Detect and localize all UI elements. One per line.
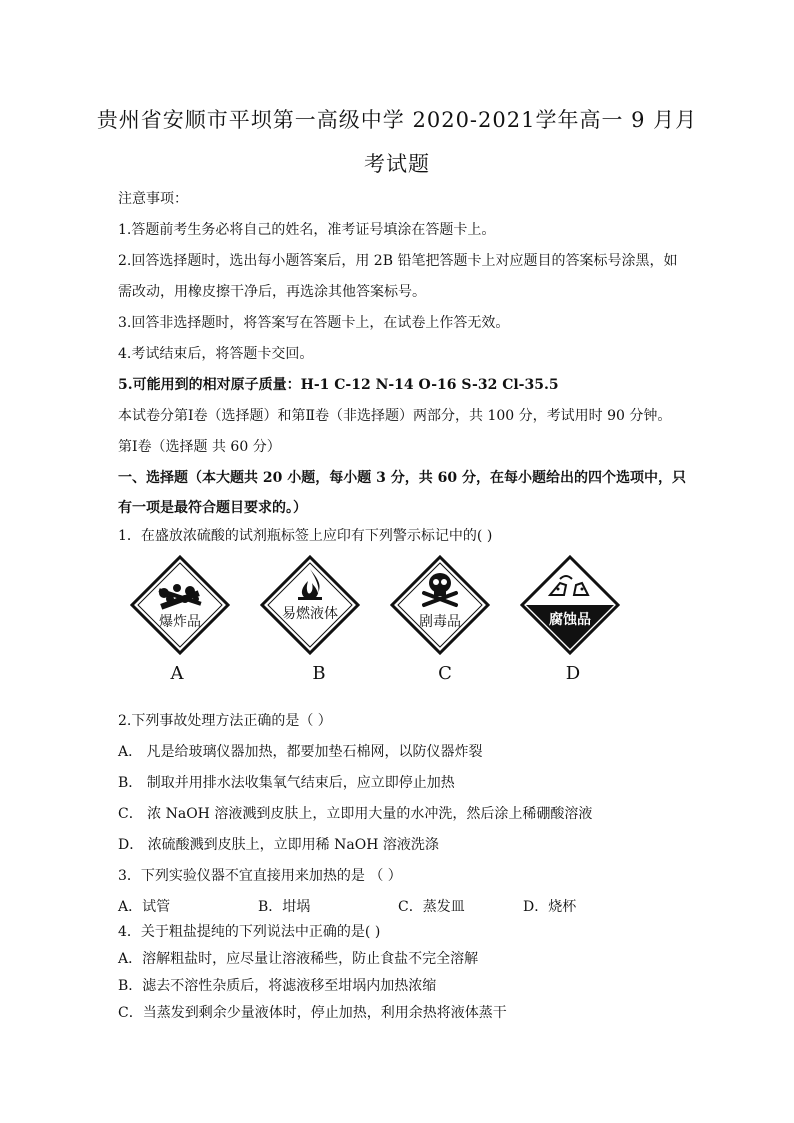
sign-c-letter: C xyxy=(438,663,452,684)
notice-item-2a: 2.回答选择题时，选出每小题答案后，用 2B 铅笔把答题卡上对应题目的答案标号涂黑，如 xyxy=(118,253,678,269)
sign-d-letter: D xyxy=(565,663,581,684)
q3-stem: 3．下列实验仪器不宜直接用来加热的是 （ ） xyxy=(118,868,402,884)
q4-option-a: A．溶解粗盐时，应尽量让溶液稀些，防止食盐不完全溶解 xyxy=(118,951,479,967)
sign-b-label: 易燃液体 xyxy=(282,606,338,622)
section1-heading-cont: 有一项是最符合题目要求的。） xyxy=(118,500,307,516)
q4-stem: 4．关于粗盐提纯的下列说法中正确的是( ) xyxy=(118,924,381,940)
warning-signs xyxy=(120,555,640,695)
sign-a xyxy=(130,555,230,655)
sign-b xyxy=(260,555,360,655)
corrosive-icon xyxy=(520,555,620,655)
exam-intro: 本试卷分第Ⅰ卷（选择题）和第Ⅱ卷（非选择题）两部分，共 100 分，考试用时 90 分钟。 xyxy=(118,408,672,424)
sign-c xyxy=(390,555,490,655)
notice-item-4: 4.考试结束后，将答题卡交回。 xyxy=(118,346,314,362)
notice-header: 注意事项： xyxy=(118,191,188,207)
page-title: 贵州省安顺市平坝第一高级中学 2020-2021学年高一 9 月月 xyxy=(96,108,698,132)
q2-option-b: B． 制取并用排水法收集氧气结束后，应立即停止加热 xyxy=(118,775,455,791)
sign-c-label: 剧毒品 xyxy=(419,614,461,630)
sign-d xyxy=(520,555,620,655)
notice-item-3: 3.回答非选择题时，将答案写在答题卡上，在试卷上作答无效。 xyxy=(118,315,510,331)
q3-option-d: D．烧杯 xyxy=(523,899,577,915)
sign-d-label: 腐蚀品 xyxy=(549,612,591,628)
q2-option-c: C． 浓 NaOH 溶液溅到皮肤上，立即用大量的水冲洗，然后涂上稀硼酸溶液 xyxy=(118,806,593,822)
notice-item-2b: 需改动，用橡皮擦干净后，再选涂其他答案标号。 xyxy=(118,284,426,300)
explosive-icon xyxy=(130,555,230,655)
q2-option-d: D． 浓硫酸溅到皮肤上，立即用稀 NaOH 溶液洗涤 xyxy=(118,837,439,853)
skull-icon xyxy=(390,555,490,655)
q4-option-c: C．当蒸发到剩余少量液体时，停止加热，利用余热将液体蒸干 xyxy=(118,1005,507,1021)
q1-stem: 1．在盛放浓硫酸的试剂瓶标签上应印有下列警示标记中的( ) xyxy=(118,528,493,544)
q3-option-b: B．坩埚 xyxy=(258,899,311,915)
sign-b-letter: B xyxy=(312,663,326,684)
q4-option-b: B．滤去不溶性杂质后，将滤液移至坩埚内加热浓缩 xyxy=(118,978,437,994)
sign-a-letter: A xyxy=(170,663,184,684)
sign-a-label: 爆炸品 xyxy=(159,614,201,630)
section1-heading: 一、选择题（本大题共 20 小题，每小题 3 分，共 60 分，在每小题给出的四个选项中，只 xyxy=(118,470,686,486)
q2-option-a: A． 凡是给玻璃仪器加热，都要加垫石棉网，以防仪器炸裂 xyxy=(118,744,483,760)
page-title-cont: 考试题 xyxy=(364,152,430,176)
notice-item-5: 5.可能用到的相对原子质量：H-1 C-12 N-14 O-16 S-32 Cl-35.5 xyxy=(118,377,559,393)
q3-option-a: A．试管 xyxy=(118,899,171,915)
q3-option-c: C．蒸发皿 xyxy=(398,899,465,915)
q2-stem: 2.下列事故处理方法正确的是（ ） xyxy=(118,713,332,729)
part1-title: 第Ⅰ卷（选择题 共 60 分） xyxy=(118,439,281,455)
notice-item-1: 1.答题前考生务必将自己的姓名，准考证号填涂在答题卡上。 xyxy=(118,222,496,238)
